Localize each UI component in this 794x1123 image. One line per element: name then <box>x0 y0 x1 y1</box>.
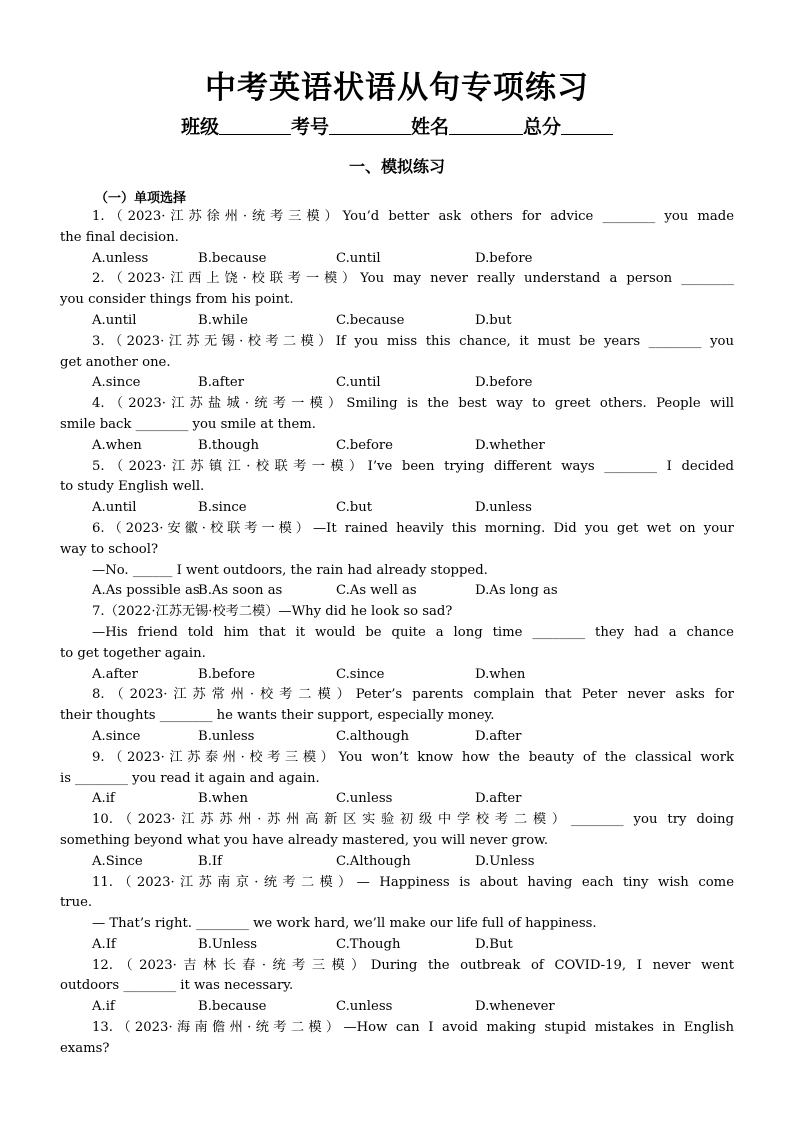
answer-option-d[interactable]: D.before <box>475 250 533 266</box>
total-score-blank[interactable] <box>561 116 613 135</box>
answer-option-b[interactable]: B.As soon as <box>198 583 283 599</box>
answer-option-b[interactable]: B.If <box>198 853 222 869</box>
question-stem: 4.（2023·江苏盐城·统考一模）Smiling is the best way to greet others. People will <box>92 396 734 412</box>
question-stem-continued: exams? <box>60 1040 110 1056</box>
answer-option-c[interactable]: C.until <box>336 375 381 391</box>
question-item <box>60 956 734 1018</box>
answer-option-c[interactable]: C.because <box>336 312 405 328</box>
answer-option-a[interactable]: A.if <box>92 791 115 807</box>
answer-options <box>60 311 734 332</box>
question-stem-continued: get another one. <box>60 354 171 370</box>
answer-option-d[interactable]: D.unless <box>475 500 532 516</box>
answer-options <box>60 997 734 1018</box>
answer-option-b[interactable]: B.while <box>198 312 248 328</box>
question-stem: 6.（2023·安徽·校联考一模）—It rained heavily this morning. Did you get wet on your <box>92 520 734 536</box>
name-blank[interactable] <box>449 116 523 135</box>
answer-option-b[interactable]: B.because <box>198 250 267 266</box>
answer-option-d[interactable]: D.Unless <box>475 853 535 869</box>
question-item <box>60 269 734 331</box>
answer-option-d[interactable]: D.but <box>475 312 512 328</box>
answer-option-a[interactable]: A.until <box>92 312 137 328</box>
question-stem-continued: their thoughts ________ he wants their support, especially money. <box>60 708 495 724</box>
answer-option-b[interactable]: B.before <box>198 666 256 682</box>
question-stem-continued: you consider things from his point. <box>60 292 294 308</box>
answer-option-b[interactable]: B.Unless <box>198 936 258 952</box>
answer-option-b[interactable]: B.because <box>198 999 267 1015</box>
answer-option-d[interactable]: D.when <box>475 666 526 682</box>
answer-option-a[interactable]: A.if <box>92 999 115 1015</box>
question-stem-continued: to study English well. <box>60 479 205 495</box>
answer-option-a[interactable]: A.unless <box>92 250 149 266</box>
answer-option-a[interactable]: A.Since <box>92 853 143 869</box>
total-score-label: 总分 <box>523 116 562 138</box>
answer-options <box>60 581 734 602</box>
question-stem-continued: true. <box>60 895 93 911</box>
dialog-line: to get together again. <box>60 645 206 661</box>
answer-option-a[interactable]: A.since <box>92 375 141 391</box>
question-stem-continued: is ________ you read it again and again. <box>60 770 320 786</box>
answer-option-c[interactable]: C.although <box>336 728 410 744</box>
dialog-line: —No. ______ I went outdoors, the rain had already stopped. <box>92 562 488 578</box>
answer-options <box>60 727 734 748</box>
answer-option-b[interactable]: B.when <box>198 791 248 807</box>
answer-option-d[interactable]: D.before <box>475 375 533 391</box>
answer-options <box>60 789 734 810</box>
question-stem: 8.（2023·江苏常州·校考二模）Peter’s parents complain that Peter never asks for <box>92 687 734 703</box>
answer-options <box>60 249 734 270</box>
answer-option-a[interactable]: A.when <box>92 437 142 453</box>
answer-options <box>60 436 734 457</box>
answer-option-c[interactable]: C.unless <box>336 999 393 1015</box>
question-stem-continued: outdoors ________ it was necessary. <box>60 978 294 994</box>
page-title: 中考英语状语从句专项练习 <box>205 70 589 106</box>
question-stem-continued: something beyond what you have already mastered, you will never grow. <box>60 832 549 848</box>
answer-option-a[interactable]: A.If <box>92 936 116 952</box>
question-item <box>60 748 734 810</box>
answer-option-c[interactable]: C.unless <box>336 791 393 807</box>
answer-option-d[interactable]: D.whether <box>475 437 545 453</box>
answer-option-c[interactable]: C.Though <box>336 936 401 952</box>
answer-option-c[interactable]: C.As well as <box>336 583 417 599</box>
question-item <box>60 685 734 747</box>
answer-option-b[interactable]: B.though <box>198 437 260 453</box>
question-stem: 5.（2023·江苏镇江·校联考一模）I’ve been trying different ways ________ I decided <box>92 458 734 474</box>
dialog-line: — That’s right. ________ we work hard, we’ll make our life full of happiness. <box>92 916 597 932</box>
question-item <box>60 207 734 269</box>
question-item <box>60 873 734 956</box>
answer-option-c[interactable]: C.since <box>336 666 385 682</box>
answer-option-a[interactable]: A.As possible as <box>92 583 200 599</box>
answer-option-c[interactable]: C.Although <box>336 853 411 869</box>
question-stem: 7.（2022·江苏无锡·校考二模）—Why did he look so sad? <box>92 604 453 620</box>
question-item <box>60 332 734 394</box>
answer-option-c[interactable]: C.until <box>336 250 381 266</box>
exam-number-blank[interactable] <box>329 116 411 135</box>
section-heading: 一、模拟练习 <box>348 157 445 176</box>
answer-option-c[interactable]: C.but <box>336 500 373 516</box>
question-stem: 13.（2023·海南儋州·统考二模）—How can I avoid making stupid mistakes in English <box>92 1020 734 1036</box>
student-info-line <box>0 112 794 139</box>
answer-option-d[interactable]: D.whenever <box>475 999 555 1015</box>
question-item <box>60 602 734 685</box>
question-stem: 11.（2023·江苏南京·统考二模）— Happiness is about having each tiny wish come <box>92 874 734 890</box>
question-item <box>60 519 734 602</box>
question-item <box>60 457 734 519</box>
answer-option-d[interactable]: D.As long as <box>475 583 558 599</box>
answer-options <box>60 498 734 519</box>
question-stem: 3.（2023·江苏无锡·校考二模）If you miss this chance, it must be years ________ you <box>92 333 734 349</box>
class-label: 班级 <box>180 116 219 138</box>
question-stem-continued: smile back ________ you smile at them. <box>60 416 316 432</box>
answer-option-d[interactable]: D.But <box>475 936 513 952</box>
answer-options <box>60 852 734 873</box>
answer-option-a[interactable]: A.since <box>92 728 141 744</box>
answer-option-c[interactable]: C.before <box>336 437 393 453</box>
question-stem-continued: way to school? <box>60 541 159 557</box>
answer-option-a[interactable]: A.until <box>92 500 137 516</box>
answer-option-b[interactable]: B.since <box>198 500 247 516</box>
answer-option-d[interactable]: D.after <box>475 728 522 744</box>
answer-option-d[interactable]: D.after <box>475 791 522 807</box>
question-stem: 10.（2023·江苏苏州·苏州高新区实验初级中学校考二模）________ you try doing <box>92 812 734 828</box>
question-item <box>60 394 734 456</box>
question-stem: 9.（2023·江苏泰州·校考三模）You won’t know how the beauty of the classical work <box>92 749 734 765</box>
answer-options <box>60 373 734 394</box>
question-stem: 12.（2023·吉林长春·统考三模）During the outbreak of COVID-19, I never went <box>92 957 734 973</box>
question-stem: 1.（2023·江苏徐州·统考三模）You’d better ask others for advice ________ you made <box>92 209 734 224</box>
question-stem: 2.（2023·江西上饶·校联考一模）You may never really understand a person ________ <box>92 271 734 287</box>
name-label: 姓名 <box>411 116 450 138</box>
question-stem-continued: the final decision. <box>60 229 179 245</box>
question-item <box>60 810 734 872</box>
question-list <box>60 207 734 1060</box>
answer-option-b[interactable]: B.unless <box>198 728 255 744</box>
answer-option-a[interactable]: A.after <box>92 666 138 682</box>
dialog-line: —His friend told him that it would be quite a long time ________ they had a chance <box>92 624 734 640</box>
subsection-heading: （一）单项选择 <box>95 191 187 206</box>
question-item <box>60 1018 734 1060</box>
answer-option-b[interactable]: B.after <box>198 375 245 391</box>
answer-options <box>60 665 734 686</box>
class-blank[interactable] <box>219 116 291 135</box>
answer-options <box>60 935 734 956</box>
exam-number-label: 考号 <box>290 116 329 138</box>
